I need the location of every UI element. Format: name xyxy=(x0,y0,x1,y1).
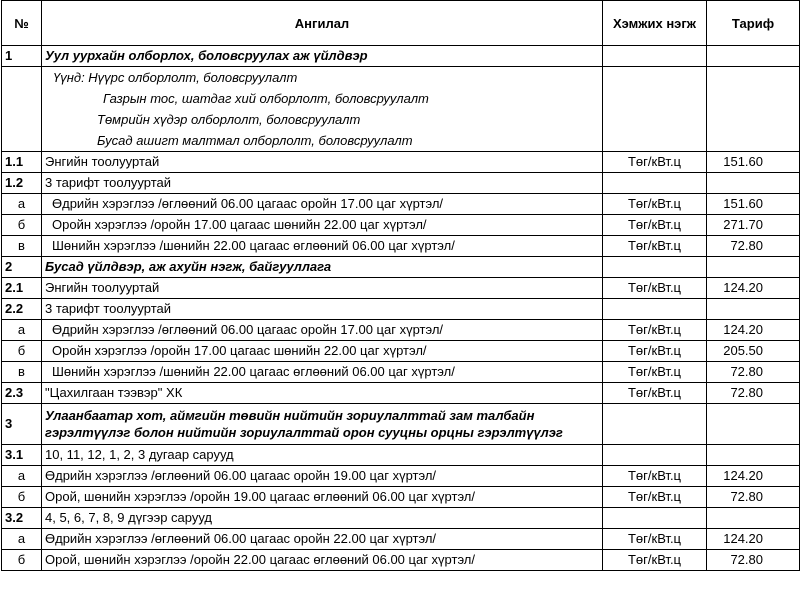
row-tariff: 72.80 xyxy=(707,550,800,571)
table-row xyxy=(2,278,800,299)
row-unit: Төг/кВт.ц xyxy=(603,320,707,341)
row-unit: Төг/кВт.ц xyxy=(603,383,707,404)
row-tariff xyxy=(707,67,800,152)
row-category: Уул уурхайн олборлох, боловсруулах аж үйлдвэр xyxy=(42,46,603,67)
table-row xyxy=(2,215,800,236)
row-unit xyxy=(603,508,707,529)
row-category: 3 тарифт тоолууртай xyxy=(42,173,603,194)
row-unit: Төг/кВт.ц xyxy=(603,550,707,571)
row-num: б xyxy=(2,487,42,508)
table-row xyxy=(2,152,800,173)
row-num: в xyxy=(2,236,42,257)
table-row xyxy=(2,320,800,341)
table-row xyxy=(2,529,800,550)
row-category: Орой, шөнийн хэрэглээ /оройн 19.00 цагаас өглөөний 06.00 цаг хүртэл/ xyxy=(42,487,603,508)
row-tariff: 151.60 xyxy=(707,194,800,215)
table-row xyxy=(2,487,800,508)
row-unit: Төг/кВт.ц xyxy=(603,362,707,383)
row-unit: Төг/кВт.ц xyxy=(603,466,707,487)
row-category: Оройн хэрэглээ /оройн 17.00 цагаас шөнийн 22.00 цаг хүртэл/ xyxy=(42,341,603,362)
row-category: Улаанбаатар хот, аймгийн төвийн нийтийн зориулалттай зам талбайн гэрэлтүүлэг болон нийтийн зориулалттай орон сууцны орцны гэрэлтүүлэг xyxy=(42,404,603,445)
row-tariff xyxy=(707,508,800,529)
row-num: а xyxy=(2,466,42,487)
row-unit: Төг/кВт.ц xyxy=(603,236,707,257)
row-num: 1 xyxy=(2,46,42,67)
table-row xyxy=(2,236,800,257)
row-category: Өдрийн хэрэглээ /өглөөний 06.00 цагаас оройн 17.00 цаг хүртэл/ xyxy=(42,194,603,215)
row-num: б xyxy=(2,550,42,571)
row-unit: Төг/кВт.ц xyxy=(603,341,707,362)
row-category: Өдрийн хэрэглээ /өглөөний 06.00 цагаас оройн 22.00 цаг хүртэл/ xyxy=(42,529,603,550)
row-unit xyxy=(603,67,707,152)
row-tariff: 151.60 xyxy=(707,152,800,173)
row-num: 3 xyxy=(2,404,42,445)
row-category: Өдрийн хэрэглээ /өглөөний 06.00 цагаас оройн 19.00 цаг хүртэл/ xyxy=(42,466,603,487)
row-unit: Төг/кВт.ц xyxy=(603,152,707,173)
row-category: 3 тарифт тоолууртай xyxy=(42,299,603,320)
row-unit: Төг/кВт.ц xyxy=(603,215,707,236)
table-row xyxy=(2,299,800,320)
note-line: Үүнд: Нүүрс олборлолт, боловсруулалт xyxy=(53,70,298,85)
row-num: б xyxy=(2,341,42,362)
row-unit xyxy=(603,445,707,466)
row-tariff: 72.80 xyxy=(707,487,800,508)
row-num: 2.2 xyxy=(2,299,42,320)
row-unit: Төг/кВт.ц xyxy=(603,278,707,299)
table-row xyxy=(2,173,800,194)
table-row xyxy=(2,257,800,278)
table-row xyxy=(2,194,800,215)
note-line: Төмрийн хүдэр олборлолт, боловсруулалт xyxy=(97,112,361,127)
row-unit xyxy=(603,299,707,320)
row-num: 3.2 xyxy=(2,508,42,529)
table-row xyxy=(2,550,800,571)
row-category: 10, 11, 12, 1, 2, 3 дугаар сарууд xyxy=(42,445,603,466)
row-tariff: 124.20 xyxy=(707,529,800,550)
row-num: 2.1 xyxy=(2,278,42,299)
row-category: 4, 5, 6, 7, 8, 9 дүгээр сарууд xyxy=(42,508,603,529)
row-unit: Төг/кВт.ц xyxy=(603,487,707,508)
row-unit xyxy=(603,173,707,194)
row-num: 2.3 xyxy=(2,383,42,404)
table-row xyxy=(2,383,800,404)
row-category: Энгийн тоолууртай xyxy=(42,152,603,173)
header-num: № xyxy=(2,1,42,46)
row-note xyxy=(42,67,603,152)
row-tariff: 124.20 xyxy=(707,278,800,299)
row-tariff: 124.20 xyxy=(707,466,800,487)
row-num: а xyxy=(2,194,42,215)
row-unit xyxy=(603,404,707,445)
row-tariff: 205.50 xyxy=(707,341,800,362)
row-num: 1.1 xyxy=(2,152,42,173)
row-num xyxy=(2,67,42,152)
row-num: 3.1 xyxy=(2,445,42,466)
header-tariff: Тариф xyxy=(707,1,800,46)
row-category: Оройн хэрэглээ /оройн 17.00 цагаас шөнийн 22.00 цаг хүртэл/ xyxy=(42,215,603,236)
table-row xyxy=(2,466,800,487)
row-tariff xyxy=(707,299,800,320)
tariff-table xyxy=(1,0,800,571)
row-unit xyxy=(603,257,707,278)
row-num: а xyxy=(2,320,42,341)
row-tariff: 72.80 xyxy=(707,383,800,404)
row-category: Өдрийн хэрэглээ /өглөөний 06.00 цагаас оройн 17.00 цаг хүртэл/ xyxy=(42,320,603,341)
table-row xyxy=(2,46,800,67)
note-line: Бусад ашигт малтмал олборлолт, боловсруулалт xyxy=(97,133,413,148)
row-tariff xyxy=(707,445,800,466)
row-category: Шөнийн хэрэглээ /шөнийн 22.00 цагаас өглөөний 06.00 цаг хүртэл/ xyxy=(42,236,603,257)
header-unit: Хэмжих нэгж xyxy=(603,1,707,46)
row-num: 2 xyxy=(2,257,42,278)
table-row xyxy=(2,341,800,362)
header-category: Ангилал xyxy=(42,1,603,46)
note-line: Газрын тос, шатдаг хий олборлолт, боловсруулалт xyxy=(103,91,429,106)
row-category: Бусад үйлдвэр, аж ахуйн нэгж, байгууллага xyxy=(42,257,603,278)
row-unit: Төг/кВт.ц xyxy=(603,194,707,215)
row-category: Шөнийн хэрэглээ /шөнийн 22.00 цагаас өглөөний 06.00 цаг хүртэл/ xyxy=(42,362,603,383)
row-unit: Төг/кВт.ц xyxy=(603,529,707,550)
row-tariff xyxy=(707,404,800,445)
row-category: "Цахилгаан тээвэр" ХК xyxy=(42,383,603,404)
row-tariff: 124.20 xyxy=(707,320,800,341)
table-row xyxy=(2,404,800,445)
row-unit xyxy=(603,46,707,67)
table-row xyxy=(2,445,800,466)
table-row xyxy=(2,362,800,383)
row-num: а xyxy=(2,529,42,550)
row-num: б xyxy=(2,215,42,236)
row-category: Энгийн тоолууртай xyxy=(42,278,603,299)
row-tariff: 72.80 xyxy=(707,362,800,383)
row-tariff xyxy=(707,46,800,67)
table-row xyxy=(2,508,800,529)
row-tariff xyxy=(707,257,800,278)
row-num: в xyxy=(2,362,42,383)
row-tariff: 271.70 xyxy=(707,215,800,236)
table-row-note xyxy=(2,67,800,152)
row-tariff xyxy=(707,173,800,194)
row-category: Орой, шөнийн хэрэглээ /оройн 22.00 цагаас өглөөний 06.00 цаг хүртэл/ xyxy=(42,550,603,571)
row-tariff: 72.80 xyxy=(707,236,800,257)
row-num: 1.2 xyxy=(2,173,42,194)
table-header-row xyxy=(2,1,800,46)
